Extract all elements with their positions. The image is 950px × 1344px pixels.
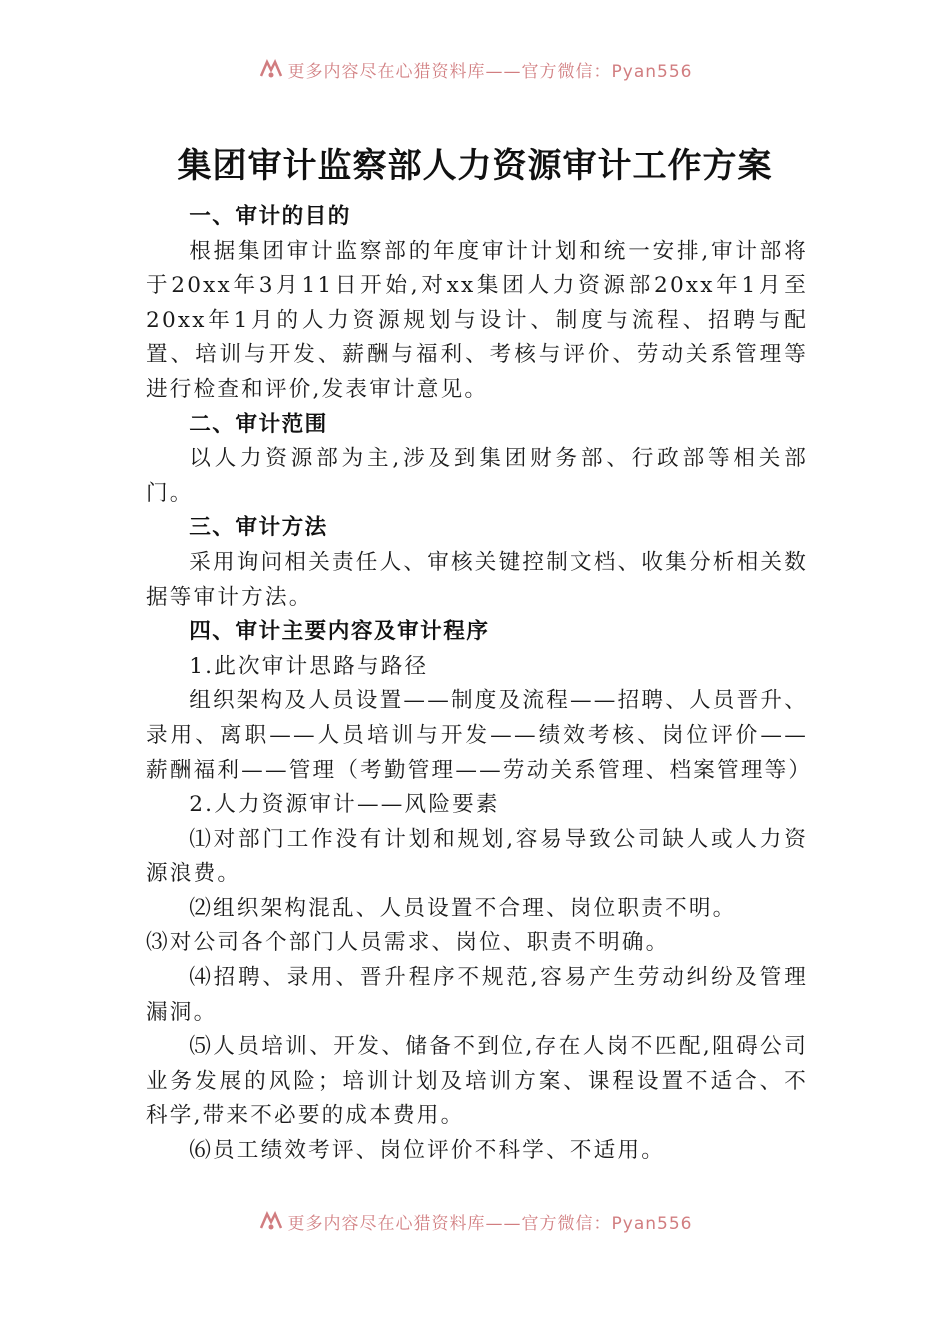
section-heading: 一、审计的目的 bbox=[189, 204, 351, 229]
paragraph: 2.人力资源审计——风险要素 bbox=[189, 792, 500, 818]
paragraph: ⑸人员培训、开发、储备不到位,存在人岗不匹配,阻碍公司业务发展的风险；培训计划及培训方案、课程设置不适合、不科学,带来不必要的成本费用。 bbox=[146, 1034, 808, 1129]
paragraph: 根据集团审计监察部的年度审计计划和统一安排,审计部将于20xx年3月11日开始,对xx集团人力资源部20xx年1月至20xx年1月的人力资源规划与设计、制度与流程、招聘与配置、培训与开发、薪酬与福利、考核与评价、劳动关系管理等进行检查和评价,发表审计意见。 bbox=[146, 238, 808, 402]
paragraph: 组织架构及人员设置——制度及流程——招聘、人员晋升、录用、离职——人员培训与开发——绩效考核、岗位评价——薪酬福利——管理（考勤管理——劳动关系管理、档案管理等） bbox=[146, 688, 813, 783]
watermark-footer bbox=[0, 1204, 950, 1238]
watermark-text: 更多内容尽在心猎资料库——官方微信：Pyan556 bbox=[287, 61, 693, 82]
paragraph: ⑹员工绩效考评、岗位评价不科学、不适用。 bbox=[189, 1138, 666, 1164]
watermark-text: 更多内容尽在心猎资料库——官方微信：Pyan556 bbox=[287, 1213, 693, 1234]
logo-icon bbox=[258, 1210, 284, 1232]
paragraph: ⑵组织架构混乱、人员设置不合理、岗位职责不明。 bbox=[189, 895, 737, 921]
section-heading: 三、审计方法 bbox=[189, 515, 328, 541]
section-heading: 四、审计主要内容及审计程序 bbox=[189, 619, 490, 645]
paragraph: ⑶对公司各个部门人员需求、岗位、职责不明确。 bbox=[146, 930, 670, 956]
document-body bbox=[146, 200, 813, 1169]
paragraph: 1.此次审计思路与路径 bbox=[189, 653, 429, 679]
paragraph: 以人力资源部为主,涉及到集团财务部、行政部等相关部门。 bbox=[146, 446, 808, 506]
paragraph: ⑴对部门工作没有计划和规划,容易导致公司缺人或人力资源浪费。 bbox=[146, 826, 808, 887]
paragraph: ⑷招聘、录用、晋升程序不规范,容易产生劳动纠纷及管理漏洞。 bbox=[146, 965, 808, 1025]
document-title: 集团审计监察部人力资源审计工作方案 bbox=[177, 146, 773, 186]
watermark-header bbox=[0, 52, 950, 86]
logo-icon bbox=[258, 58, 284, 80]
paragraph: 采用询问相关责任人、审核关键控制文档、收集分析相关数据等审计方法。 bbox=[146, 549, 808, 610]
section-heading: 二、审计范围 bbox=[189, 411, 328, 437]
